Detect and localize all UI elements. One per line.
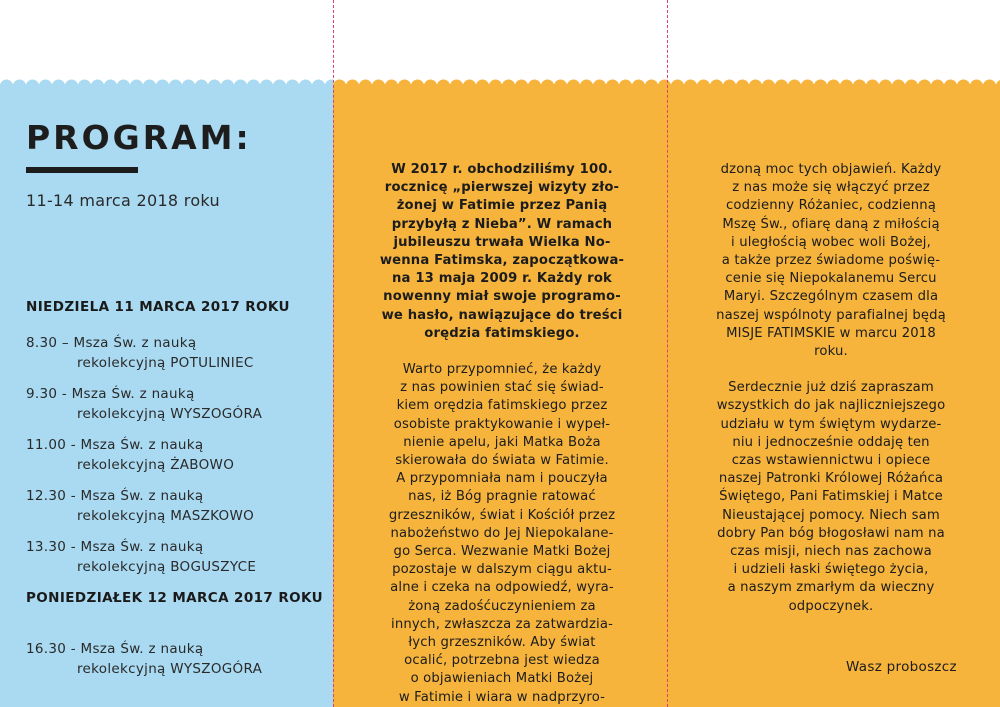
- text-line: wenna Fatimska, zapoczątkowa-: [379, 253, 625, 269]
- mass-item-location: rekolekcyjną WYSZOGÓRA: [77, 406, 263, 422]
- text-line: nas, iż Bóg pragnie ratować: [408, 489, 596, 505]
- scallop-bump: [143, 80, 156, 87]
- text-line: łych grzeszników. Aby świat: [408, 635, 596, 651]
- mass-item: [26, 537, 256, 577]
- scallop-bump: [299, 80, 312, 87]
- text-line: pozostaje w dalszym ciągu aktu-: [392, 562, 612, 578]
- scallop-bump: [39, 80, 52, 87]
- text-line: Nieustającej pomocy. Niech sam: [722, 507, 940, 523]
- scallop-bump: [814, 80, 827, 87]
- scallop-bump: [853, 80, 866, 87]
- body-paragraph: [681, 379, 981, 616]
- scallop-bump: [346, 80, 359, 87]
- text-line: przybyłą z Nieba”. W ramach: [391, 216, 613, 232]
- text-line: dobry Pan bóg błogosławi nam na: [717, 525, 945, 541]
- scallop-bump: [26, 80, 39, 87]
- mass-item-time: 11.00 - Msza Św. z nauką: [26, 437, 204, 453]
- day-heading-monday: PONIEDZIAŁEK 12 MARCA 2017 ROKU: [26, 590, 323, 606]
- text-line: kiem orędzia fatimskiego przez: [396, 398, 608, 414]
- blue-scallop-edge: [0, 77, 333, 86]
- scallop-bump: [372, 80, 385, 87]
- scallop-bump: [312, 80, 325, 87]
- scallop-bump: [65, 80, 78, 87]
- scallop-bump: [944, 80, 957, 87]
- scallop-bump: [788, 80, 801, 87]
- text-line: we hasło, nawiązujące do treści: [381, 307, 623, 323]
- lead-paragraph: [352, 161, 652, 343]
- text-line: Maryi. Szczególnym czasem dla: [723, 289, 939, 305]
- mass-item-location: rekolekcyjną ŻABOWO: [77, 457, 235, 473]
- scallop-bump: [541, 80, 554, 87]
- text-line: czas misji, niech nas zachowa: [730, 544, 932, 560]
- scallop-bump: [632, 80, 645, 87]
- text-line: żoną zadośćuczynieniem za: [408, 598, 596, 614]
- mass-item-time: 16.30 - Msza Św. z nauką: [26, 641, 204, 657]
- text-line: naszej Patronki Królowej Różańca: [718, 471, 944, 487]
- text-line: A przypomniała nam i pouczyła: [396, 471, 608, 487]
- text-line: nienie apelu, jaki Matka Boża: [403, 434, 601, 450]
- scallop-bump: [286, 80, 299, 87]
- text-line: rocznicę „pierwszej wizyty zło-: [384, 180, 620, 196]
- mass-item-location: rekolekcyjną MASZKOWO: [77, 508, 255, 524]
- text-line: codzienny Różaniec, codzienną: [725, 198, 937, 214]
- text-line: naszej wspólnoty parafialnej będą: [716, 307, 946, 323]
- text-line: dzoną moc tych objawień. Każdy: [720, 162, 942, 177]
- text-line: innych, zwłaszcza za zatwardzia-: [391, 616, 613, 632]
- scallop-bump: [91, 80, 104, 87]
- right-text-column: [681, 161, 981, 634]
- scallop-bump: [359, 80, 372, 87]
- scallop-bump: [554, 80, 567, 87]
- scallop-bump: [723, 80, 736, 87]
- text-line: nabożeństwo do Jej Niepokalane-: [390, 525, 614, 541]
- scallop-bump: [931, 80, 944, 87]
- scallop-bump: [580, 80, 593, 87]
- scallop-bump: [182, 80, 195, 87]
- scallop-bump: [260, 80, 273, 87]
- scallop-bump: [996, 80, 1000, 87]
- scallop-bump: [13, 80, 26, 87]
- text-line: ocalić, potrzebna jest wiedza: [404, 653, 600, 669]
- scallop-bump: [866, 80, 879, 87]
- scallop-bump: [130, 80, 143, 87]
- scallop-bump: [684, 80, 697, 87]
- scallop-bump: [970, 80, 983, 87]
- scallop-bump: [333, 80, 346, 87]
- body-paragraph: [352, 361, 652, 707]
- scallop-bump: [411, 80, 424, 87]
- scallop-bump: [892, 80, 905, 87]
- scallop-bump: [567, 80, 580, 87]
- scallop-bump: [502, 80, 515, 87]
- text-line: Świętego, Pani Fatimskiej i Matce: [719, 489, 943, 505]
- mass-item-location: rekolekcyjną BOGUSZYCE: [77, 559, 257, 575]
- signature: Wasz proboszcz: [846, 659, 957, 675]
- middle-text-column: [352, 161, 652, 707]
- scallop-bump: [840, 80, 853, 87]
- scallop-bump: [489, 80, 502, 87]
- text-line: na 13 maja 2009 r. Każdy rok: [392, 271, 612, 287]
- fold-line-right: [667, 0, 668, 707]
- text-line: Serdecznie już dziś zapraszam: [728, 380, 934, 396]
- scallop-bump: [424, 80, 437, 87]
- mass-item: [26, 435, 234, 475]
- text-line: W 2017 r. obchodziliśmy 100.: [391, 162, 613, 177]
- scallop-bump: [671, 80, 684, 87]
- scallop-bump: [78, 80, 91, 87]
- scallop-bump: [398, 80, 411, 87]
- text-line: cenie się Niepokalanemu Sercu: [725, 271, 937, 287]
- text-line: osobiste praktykowanie i wypeł-: [393, 416, 611, 432]
- day-heading-sunday: NIEDZIELA 11 MARCA 2017 ROKU: [26, 299, 290, 315]
- scallop-bump: [156, 80, 169, 87]
- scallop-bump: [879, 80, 892, 87]
- text-line: żonej w Fatimie przez Panią: [396, 198, 608, 214]
- scallop-bump: [247, 80, 260, 87]
- text-line: i udzieli łaski świętego życia,: [733, 562, 929, 578]
- scallop-bump: [983, 80, 996, 87]
- scallop-bump: [169, 80, 182, 87]
- scallop-bump: [593, 80, 606, 87]
- text-line: Warto przypomnieć, że każdy: [402, 362, 602, 378]
- scallop-bump: [437, 80, 450, 87]
- scallop-bump: [905, 80, 918, 87]
- scallop-bump: [104, 80, 117, 87]
- text-line: wszystkich do jak najliczniejszego: [716, 398, 946, 414]
- text-line: czas wstawiennictwu i opiece: [731, 453, 931, 469]
- scallop-bump: [450, 80, 463, 87]
- scallop-bump: [606, 80, 619, 87]
- scallop-bump: [273, 80, 286, 87]
- scallop-bump: [0, 80, 13, 87]
- scallop-bump: [195, 80, 208, 87]
- scallop-bump: [463, 80, 476, 87]
- text-line: z nas może się włączyć przez: [732, 180, 930, 196]
- scallop-bump: [762, 80, 775, 87]
- text-line: a także przez świadome poświę-: [721, 253, 941, 269]
- title-underline: [26, 167, 138, 173]
- body-paragraph: [681, 161, 981, 361]
- scallop-bump: [117, 80, 130, 87]
- text-line: udziału w tym świętym wydarze-: [720, 416, 942, 432]
- scallop-bump: [52, 80, 65, 87]
- text-line: MISJE FATIMSKIE w marcu 2018: [726, 325, 936, 341]
- scallop-bump: [619, 80, 632, 87]
- scallop-bump: [736, 80, 749, 87]
- scallop-bump: [918, 80, 931, 87]
- mass-item: [26, 639, 262, 679]
- text-line: alne i czeka na odpowiedź, wyra-: [390, 580, 614, 596]
- text-line: skierowała do świata w Fatimie.: [395, 453, 609, 469]
- text-line: o objawieniach Matki Bożej: [410, 671, 594, 687]
- mass-item-time: 9.30 - Msza Św. z nauką: [26, 386, 195, 402]
- text-line: a naszym zmarłym da wieczny: [727, 580, 935, 596]
- mass-item: [26, 333, 254, 373]
- scallop-bump: [710, 80, 723, 87]
- text-line: w Fatimie i wiara w nadprzyro-: [398, 689, 606, 705]
- mass-item-time: 13.30 - Msza Św. z nauką: [26, 539, 204, 555]
- text-line: nowenny miał swoje programo-: [383, 289, 621, 305]
- scallop-bump: [528, 80, 541, 87]
- text-line: odpoczynek.: [788, 598, 874, 614]
- text-line: Mszę Św., ofiarę daną z miłością: [722, 216, 940, 232]
- text-line: grzeszników, świat i Kościół przez: [388, 507, 616, 523]
- scallop-bump: [645, 80, 658, 87]
- scallop-bump: [515, 80, 528, 87]
- mass-item-location: rekolekcyjną POTULINIEC: [77, 355, 254, 371]
- scallop-bump: [775, 80, 788, 87]
- scallop-bump: [801, 80, 814, 87]
- mass-item-time: 12.30 - Msza Św. z nauką: [26, 488, 204, 504]
- scallop-bump: [697, 80, 710, 87]
- mass-item-location: rekolekcyjną WYSZOGÓRA: [77, 661, 263, 677]
- text-line: orędzia fatimskiego.: [424, 325, 580, 341]
- scallop-bump: [476, 80, 489, 87]
- scallop-bump: [957, 80, 970, 87]
- text-line: go Serca. Wezwanie Matki Bożej: [393, 544, 611, 560]
- text-line: jubileuszu trwała Wielka No-: [393, 234, 611, 250]
- mass-item: [26, 384, 262, 424]
- program-date: 11-14 marca 2018 roku: [26, 191, 220, 210]
- text-line: niu i jednocześnie oddaję ten: [732, 434, 930, 450]
- program-title: PROGRAM:: [26, 118, 252, 157]
- scallop-bump: [221, 80, 234, 87]
- mass-item-time: 8.30 – Msza Św. z nauką: [26, 335, 197, 351]
- fold-line-left: [333, 0, 334, 707]
- mass-item: [26, 486, 254, 526]
- scallop-bump: [325, 80, 333, 87]
- scallop-bump: [658, 80, 671, 87]
- scallop-bump: [749, 80, 762, 87]
- scallop-bump: [827, 80, 840, 87]
- text-line: i uległością wobec woli Bożej,: [731, 234, 931, 250]
- scallop-bump: [208, 80, 221, 87]
- text-line: roku.: [814, 344, 848, 360]
- scallop-bump: [234, 80, 247, 87]
- text-line: z nas powinien stać się świad-: [400, 380, 604, 396]
- scallop-bump: [385, 80, 398, 87]
